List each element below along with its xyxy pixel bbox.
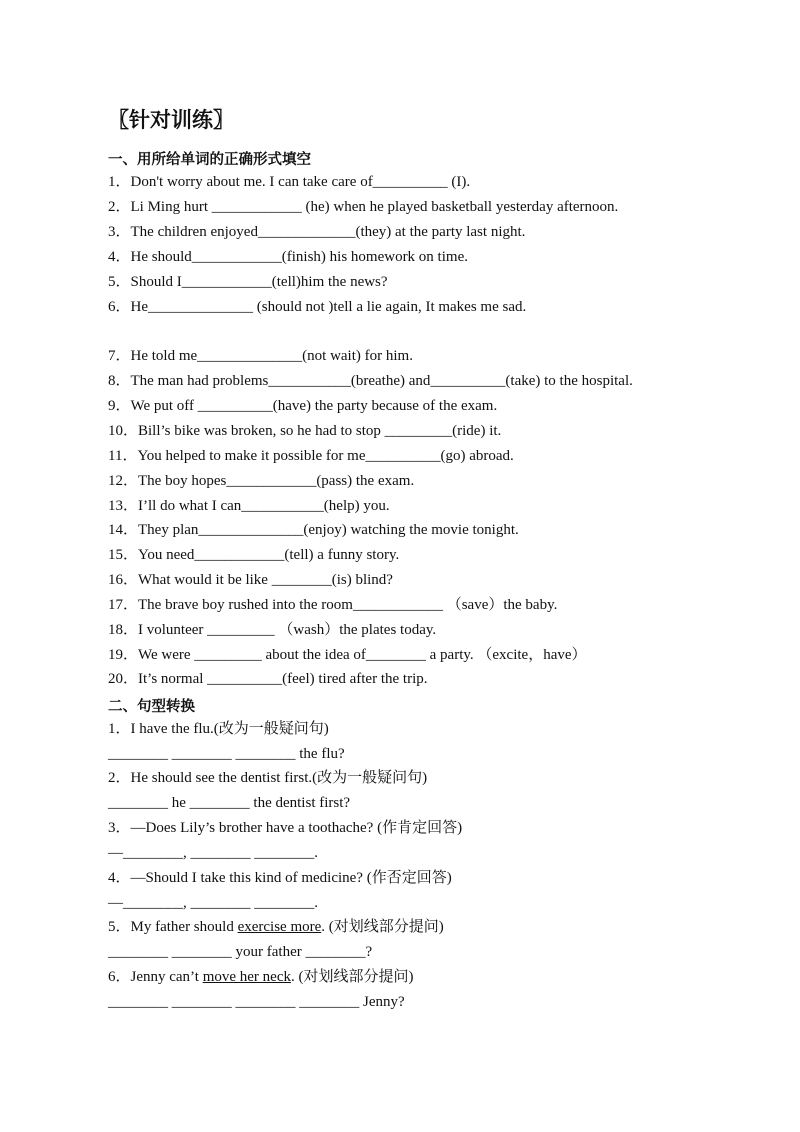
exercise-item-3: 3．The children enjoyed_____________(they) at the party last night. bbox=[108, 224, 526, 240]
exercise-item-19: 19．We were _________ about the idea of________ a party. （excite，have） bbox=[108, 647, 587, 663]
transform-question-6 bbox=[108, 968, 414, 986]
exercise-item-17: 17．The brave boy rushed into the room____________ （save）the baby. bbox=[108, 597, 558, 613]
transform-answer-2: ________ he ________ the dentist first? bbox=[108, 795, 351, 811]
exercise-item-4: 4．He should____________(finish) his homework on time. bbox=[108, 249, 468, 265]
exercise-item-2: 2．Li Ming hurt ____________ (he) when he played basketball yesterday afternoon. bbox=[108, 199, 619, 215]
exercise-item-14: 14．They plan______________(enjoy) watching the movie tonight. bbox=[108, 522, 519, 538]
exercise-item-1: 1．Don't worry about me. I can take care of__________ (I). bbox=[108, 174, 471, 190]
transform-question-3: 3．—Does Lily’s brother have a toothache? (作肯定回答) bbox=[108, 820, 463, 836]
transform-question-4: 4．—Should I take this kind of medicine? (作否定回答) bbox=[108, 870, 452, 886]
exercise-item-5: 5．Should I____________(tell)him the news? bbox=[108, 274, 388, 290]
exercise-item-10: 10．Bill’s bike was broken, so he had to stop _________(ride) it. bbox=[108, 423, 502, 439]
exercise-item-15: 15．You need____________(tell) a funny story. bbox=[108, 547, 400, 563]
exercise-item-6: 6．He______________ (should not )tell a lie again, It makes me sad. bbox=[108, 299, 527, 315]
transform-question-2: 2．He should see the dentist first.(改为一般疑问句) bbox=[108, 770, 428, 786]
q6-suffix: . (对划线部分提问) bbox=[291, 969, 414, 985]
q6-prefix: 6．Jenny can’t bbox=[108, 969, 203, 985]
exercise-item-20: 20．It’s normal __________(feel) tired after the trip. bbox=[108, 671, 428, 687]
exercise-item-16: 16．What would it be like ________(is) blind? bbox=[108, 572, 393, 588]
transform-answer-4: —________, ________ ________. bbox=[108, 895, 318, 911]
exercise-item-13: 13．I’ll do what I can___________(help) you. bbox=[108, 498, 390, 514]
worksheet-title: 〖针对训练〗 bbox=[108, 108, 234, 132]
section-2-heading: 二、句型转换 bbox=[108, 699, 195, 715]
transform-question-1: 1．I have the flu.(改为一般疑问句) bbox=[108, 721, 329, 737]
transform-answer-3: —________, ________ ________. bbox=[108, 845, 318, 861]
q5-suffix: . (对划线部分提问) bbox=[321, 919, 444, 935]
exercise-item-18: 18．I volunteer _________ （wash）the plates today. bbox=[108, 622, 437, 638]
q5-underlined-phrase: exercise more bbox=[237, 919, 322, 935]
transform-answer-6: ________ ________ ________ ________ Jenny? bbox=[108, 994, 405, 1010]
exercise-item-12: 12．The boy hopes____________(pass) the exam. bbox=[108, 473, 415, 489]
exercise-item-9: 9．We put off __________(have) the party because of the exam. bbox=[108, 398, 498, 414]
exercise-item-8: 8．The man had problems___________(breathe) and__________(take) to the hospital. bbox=[108, 373, 633, 389]
q5-prefix: 5．My father should bbox=[108, 919, 238, 935]
exercise-item-11: 11．You helped to make it possible for me__________(go) abroad. bbox=[108, 448, 514, 464]
exercise-item-7: 7．He told me______________(not wait) for him. bbox=[108, 348, 413, 364]
transform-answer-5: ________ ________ your father ________? bbox=[108, 944, 373, 960]
section-1-heading: 一、用所给单词的正确形式填空 bbox=[108, 152, 311, 168]
q6-underlined-phrase: move her neck bbox=[202, 969, 291, 985]
transform-answer-1: ________ ________ ________ the flu? bbox=[108, 746, 345, 762]
transform-question-5 bbox=[108, 918, 444, 936]
